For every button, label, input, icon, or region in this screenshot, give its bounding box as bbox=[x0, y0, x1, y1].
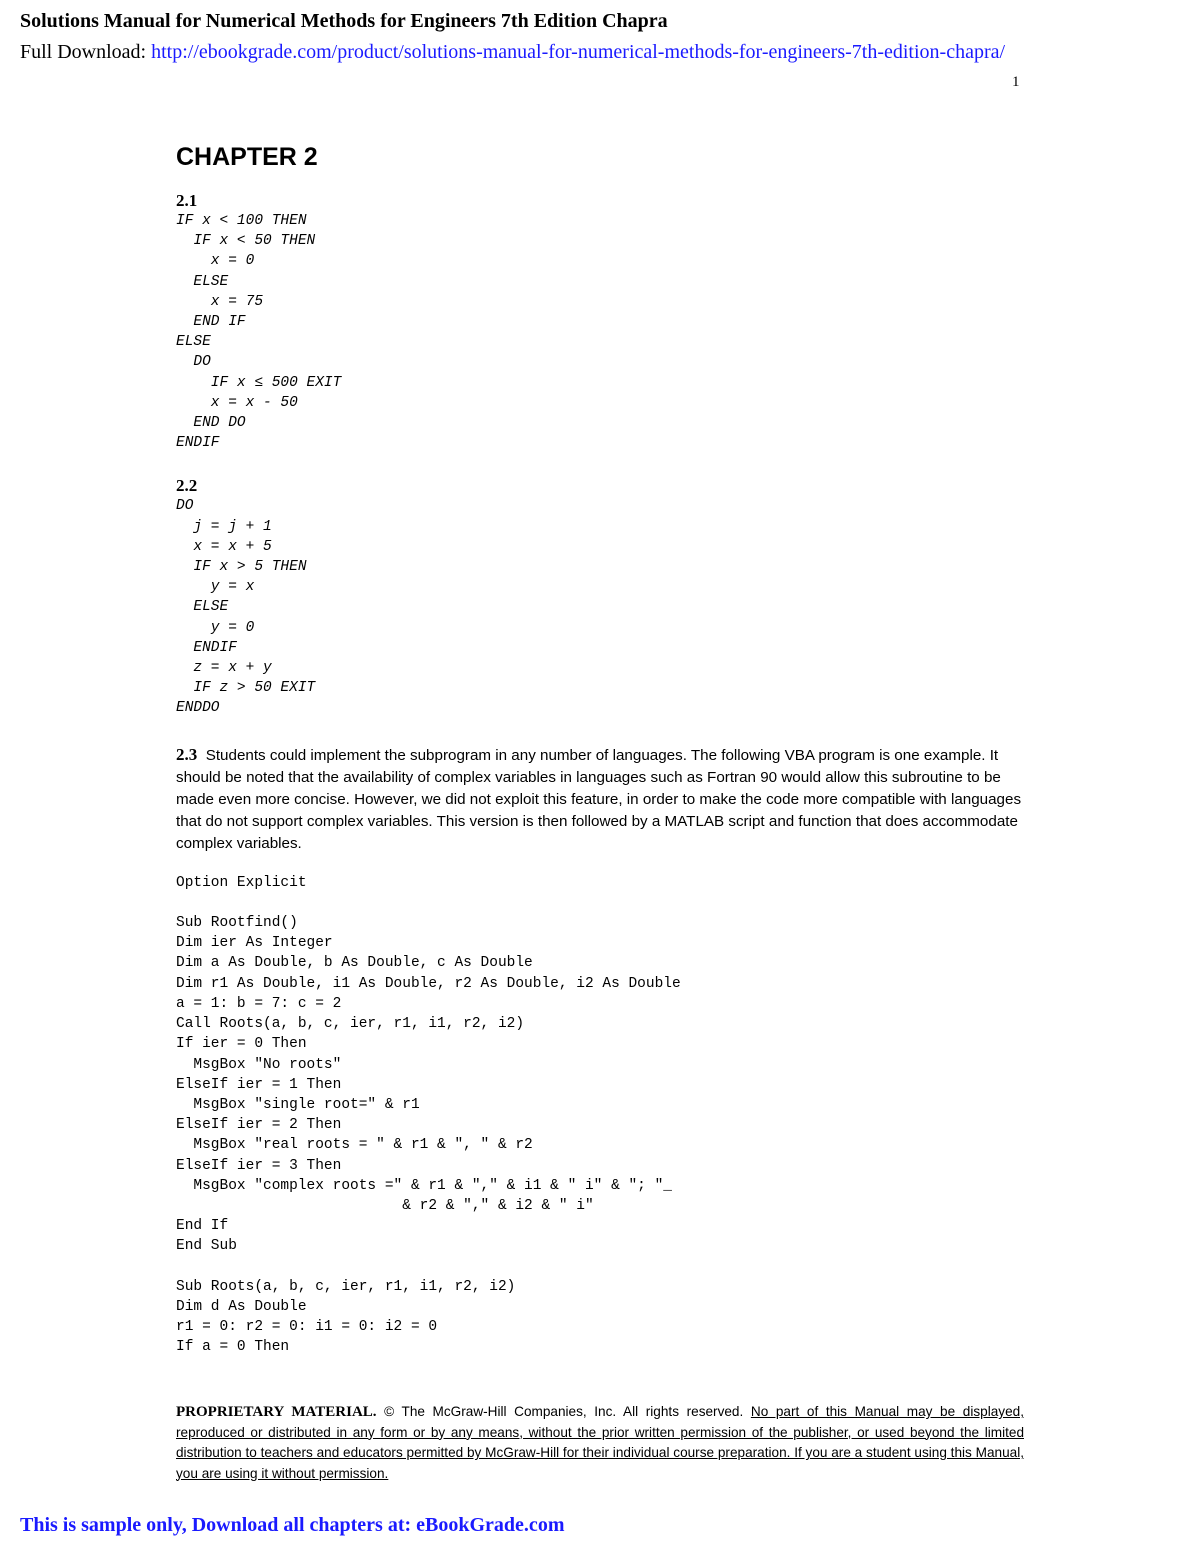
download-link[interactable]: http://ebookgrade.com/product/solutions-manual-for-numerical-methods-for-engineers-7th-edition-chapra/ bbox=[151, 41, 1006, 63]
notice-restriction: No part of this Manual may be displayed, reproduced or distributed in any form or by any means, without the prior written permission of the publisher, or used beyond the limited distribution to teachers and educators permitted by McGraw-Hill for their individual course preparation. If you are a student using this Manual, you are using it without permission. bbox=[176, 1404, 1024, 1481]
vba-code-block: Option Explicit Sub Rootfind() Dim ier As Integer Dim a As Double, b As Double, c As Double Dim r1 As Double, i1 As Double, r2 As Double, i2 As Double a = 1: b = 7: c = 2 Call Roots(a, b, c, ier, r1, i1, r2, i2) If ier = 0 Then MsgBox "No roots" ElseIf ier = 1 Then MsgBox "single root=" & r1 ElseIf ier = 2 Then MsgBox "real roots = " & r1 & ", " & r2 ElseIf ier = 3 Then MsgBox "complex roots =" & r1 & "," & i1 & " i" & "; "_ & r2 & "," & i2 & " i" End If End Sub Sub Roots(a, b, c, ier, r1, i1, r2, i2) Dim d As Double r1 = 0: r2 = 0: i1 = 0: i2 = 0 If a = 0 Then bbox=[176, 874, 681, 1356]
chapter-title: CHAPTER 2 bbox=[176, 143, 318, 171]
problem-description bbox=[176, 744, 1026, 855]
download-line bbox=[20, 41, 1005, 64]
page-content bbox=[176, 140, 1026, 1358]
proprietary-notice bbox=[176, 1402, 1024, 1484]
problem-number: 2.2 bbox=[176, 476, 198, 496]
problem-2-1 bbox=[176, 191, 1026, 453]
notice-copyright: © The McGraw-Hill Companies, Inc. All rights reserved. bbox=[376, 1404, 751, 1419]
problem-number: 2.3 bbox=[176, 744, 198, 764]
problem-text: Students could implement the subprogram in any number of languages. The following VBA program is one example. It should be noted that the availability of complex variables in languages such as Fortran 90 would allow this subroutine to be made even more concise. However, we did not exploit this feature, in order to make the code more compatible with languages that do not support complex variables. This version is then followed by a MATLAB script and function that does accommodate complex variables. bbox=[176, 746, 1022, 852]
page-number: 1 bbox=[1012, 74, 1020, 90]
problem-2-3 bbox=[176, 744, 1026, 1358]
notice-label: PROPRIETARY MATERIAL. bbox=[176, 1404, 377, 1420]
pseudocode-block: DO j = j + 1 x = x + 5 IF x > 5 THEN y = x ELSE y = 0 ENDIF z = x + y IF z > 50 EXIT ENDDO bbox=[176, 498, 316, 717]
document-banner-title: Solutions Manual for Numerical Methods for Engineers 7th Edition Chapra bbox=[20, 10, 668, 32]
problem-2-2 bbox=[176, 476, 1026, 718]
pseudocode-block: IF x < 100 THEN IF x < 50 THEN x = 0 ELSE x = 75 END IF ELSE DO IF x ≤ 500 EXIT x = x - 50 END DO ENDIF bbox=[176, 213, 342, 452]
problem-number: 2.1 bbox=[176, 191, 198, 210]
sample-download-banner: This is sample only, Download all chapters at: eBookGrade.com bbox=[20, 1514, 565, 1536]
download-label: Full Download: bbox=[20, 41, 152, 63]
